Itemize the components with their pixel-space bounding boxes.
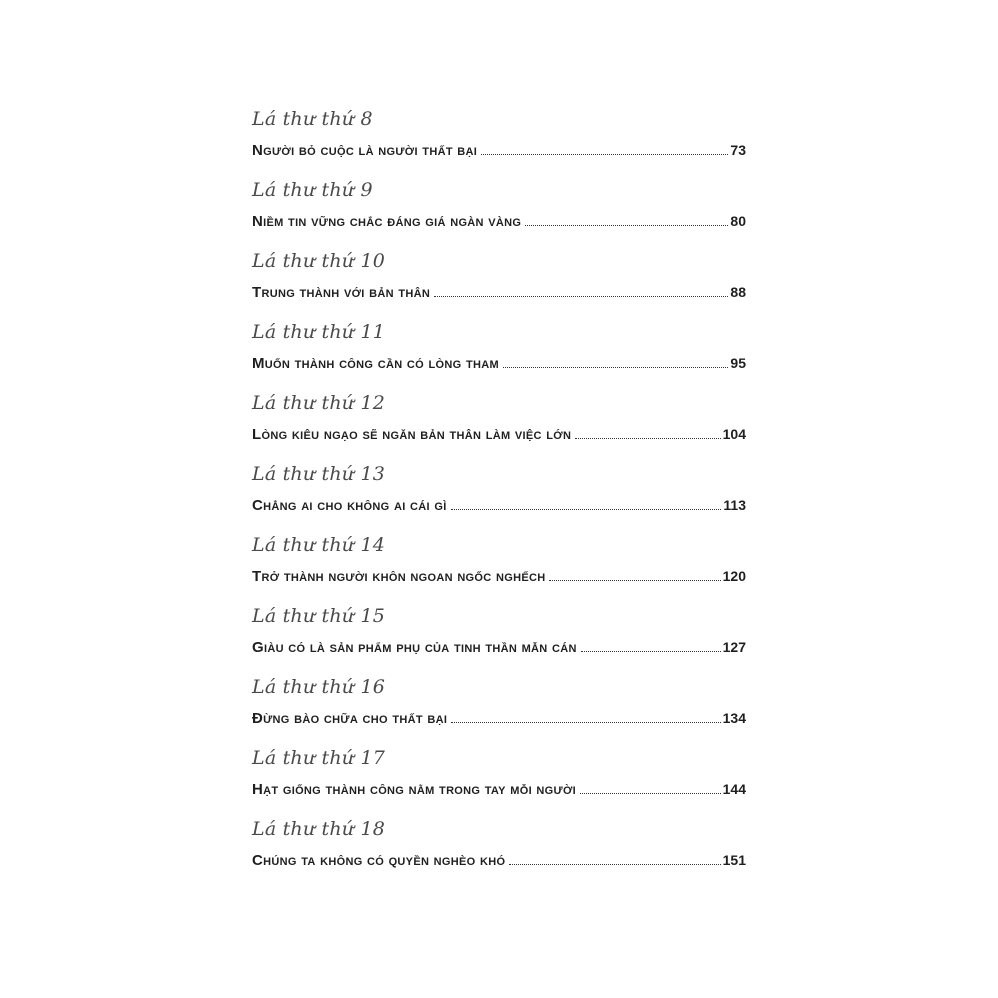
toc-line	[252, 142, 746, 159]
chapter-title: Lòng kiêu ngạo sẽ ngăn bản thân làm việc lớn	[252, 426, 572, 443]
dot-leader	[575, 438, 720, 439]
chapter-title: Hạt giống thành công nằm trong tay mỗi người	[252, 781, 576, 798]
chapter-title: Đừng bào chữa cho thất bại	[252, 710, 448, 727]
toc-entry	[252, 463, 746, 534]
letter-heading: Lá thư thứ 8	[252, 108, 373, 130]
chapter-title: Trung thành với bản thân	[252, 284, 431, 301]
chapter-title: Chẳng ai cho không ai cái gì	[252, 497, 447, 514]
page-number: 127	[722, 639, 746, 655]
page-number: 134	[722, 710, 746, 726]
toc-line	[252, 355, 746, 372]
dot-leader	[481, 154, 728, 155]
toc-entry	[252, 818, 746, 889]
letter-heading: Lá thư thứ 16	[252, 676, 386, 698]
toc-line	[252, 426, 746, 443]
toc-line	[252, 710, 746, 727]
dot-leader	[451, 722, 720, 723]
letter-heading: Lá thư thứ 18	[252, 818, 386, 840]
chapter-title: Trở thành người khôn ngoan ngốc nghếch	[252, 568, 546, 585]
letter-heading: Lá thư thứ 11	[252, 321, 386, 343]
dot-leader	[503, 367, 729, 368]
letter-heading: Lá thư thứ 15	[252, 605, 386, 627]
toc-line	[252, 852, 746, 869]
page-number: 88	[730, 284, 746, 300]
dot-leader	[434, 296, 728, 297]
toc-line	[252, 639, 746, 656]
toc-entry	[252, 747, 746, 818]
page-number: 80	[730, 213, 746, 229]
toc-entry	[252, 250, 746, 321]
page-number: 73	[730, 142, 746, 158]
page-number: 113	[723, 497, 746, 513]
dot-leader	[525, 225, 728, 226]
chapter-title: Niềm tin vững chắc đáng giá ngàn vàng	[252, 213, 522, 230]
page-number: 95	[730, 355, 746, 371]
dot-leader	[581, 651, 721, 652]
toc-line	[252, 497, 746, 514]
page-number: 120	[722, 568, 746, 584]
dot-leader	[549, 580, 720, 581]
toc-entry	[252, 108, 746, 179]
page-number: 144	[722, 781, 746, 797]
toc-entry	[252, 676, 746, 747]
letter-heading: Lá thư thứ 17	[252, 747, 386, 769]
toc-entry	[252, 179, 746, 250]
letter-heading: Lá thư thứ 13	[252, 463, 386, 485]
table-of-contents	[252, 108, 746, 889]
dot-leader	[580, 793, 721, 794]
toc-entry	[252, 321, 746, 392]
toc-entry	[252, 605, 746, 676]
chapter-title: Chúng ta không có quyền nghèo khó	[252, 852, 506, 869]
chapter-title: Muốn thành công cần có lòng tham	[252, 355, 499, 372]
chapter-title: Người bỏ cuộc là người thất bại	[252, 142, 478, 159]
chapter-title: Giàu có là sản phẩm phụ của tinh thần mẫn cán	[252, 639, 577, 656]
toc-line	[252, 781, 746, 798]
letter-heading: Lá thư thứ 10	[252, 250, 386, 272]
toc-line	[252, 568, 746, 585]
toc-entry	[252, 534, 746, 605]
toc-line	[252, 213, 746, 230]
page-number: 104	[722, 426, 746, 442]
page-number: 151	[722, 852, 746, 868]
dot-leader	[509, 864, 720, 865]
letter-heading: Lá thư thứ 14	[252, 534, 386, 556]
letter-heading: Lá thư thứ 12	[252, 392, 386, 414]
dot-leader	[451, 509, 722, 510]
toc-entry	[252, 392, 746, 463]
letter-heading: Lá thư thứ 9	[252, 179, 373, 201]
toc-line	[252, 284, 746, 301]
